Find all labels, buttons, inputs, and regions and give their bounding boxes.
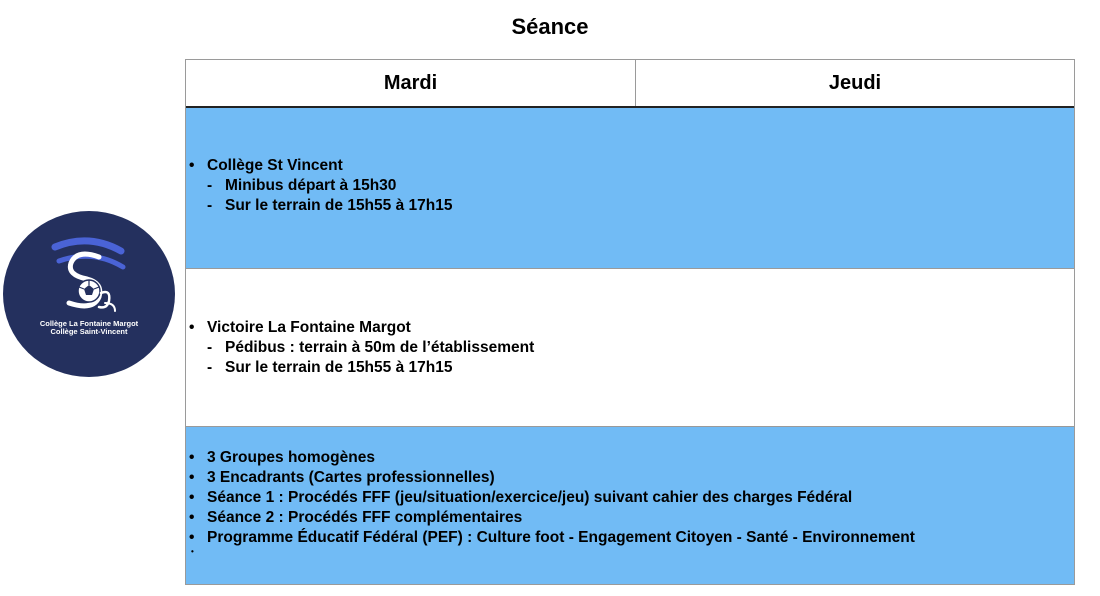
list-item-text: Programme Éducatif Fédéral (PEF) : Culture foot - Engagement Citoyen - Santé - Environnement	[207, 529, 915, 546]
dash-icon: -	[207, 197, 213, 214]
page-title: Séance	[511, 14, 589, 39]
dash-icon: -	[207, 339, 213, 356]
table-row-organisation	[186, 427, 1074, 584]
header-jeudi: Jeudi	[828, 72, 882, 94]
logo-text-line1: Collège La Fontaine Margot	[39, 319, 139, 328]
sub-list-item	[189, 338, 534, 358]
sub-list-item-text: Pédibus : terrain à 50m de l’établissement	[225, 339, 535, 356]
list-item	[189, 156, 452, 176]
bullet-icon: •	[189, 469, 195, 486]
bullet-icon: •	[189, 157, 195, 174]
list-item-text: 3 Encadrants (Cartes professionnelles)	[207, 469, 495, 486]
bullet-icon: •	[189, 509, 195, 526]
list-item	[189, 318, 534, 338]
logo-text-line2: Collège Saint-Vincent	[50, 327, 128, 336]
school-logo	[3, 211, 175, 377]
header-mardi: Mardi	[186, 60, 636, 106]
list-item	[189, 508, 915, 528]
sub-list-item-text: Minibus départ à 15h30	[225, 177, 397, 194]
list-item	[189, 488, 915, 508]
list-item	[189, 468, 915, 488]
dash-icon: -	[207, 177, 213, 194]
bullet-icon: •	[189, 319, 195, 336]
empty-bullet-icon: •	[191, 547, 194, 556]
bullet-icon: •	[189, 529, 195, 546]
list-item	[189, 448, 915, 468]
sub-list-item-text: Sur le terrain de 15h55 à 17h15	[225, 197, 453, 214]
bullet-icon: •	[189, 449, 195, 466]
list-item-text: 3 Groupes homogènes	[207, 449, 375, 466]
sub-list-item	[189, 196, 452, 216]
row-content	[189, 156, 452, 216]
row-content	[189, 318, 534, 378]
bullet-icon: •	[189, 489, 195, 506]
logo-emblem-icon	[3, 211, 175, 377]
list-item-text: Victoire La Fontaine Margot	[207, 319, 411, 336]
schedule-table	[185, 59, 1075, 585]
list-item-text: Collège St Vincent	[207, 157, 343, 174]
sub-list-item-text: Sur le terrain de 15h55 à 17h15	[225, 359, 453, 376]
list-item-text: Séance 2 : Procédés FFF complémentaires	[207, 509, 523, 526]
sub-list-item	[189, 358, 534, 378]
list-item	[189, 528, 915, 548]
table-row-college-st-vincent	[186, 108, 1074, 269]
table-header	[186, 60, 1074, 108]
list-item-text: Séance 1 : Procédés FFF (jeu/situation/exercice/jeu) suivant cahier des charges Fédéral	[207, 489, 853, 506]
table-row-victoire-la-fontaine	[186, 269, 1074, 427]
dash-icon: -	[207, 359, 213, 376]
sub-list-item	[189, 176, 452, 196]
row-content	[189, 448, 915, 556]
